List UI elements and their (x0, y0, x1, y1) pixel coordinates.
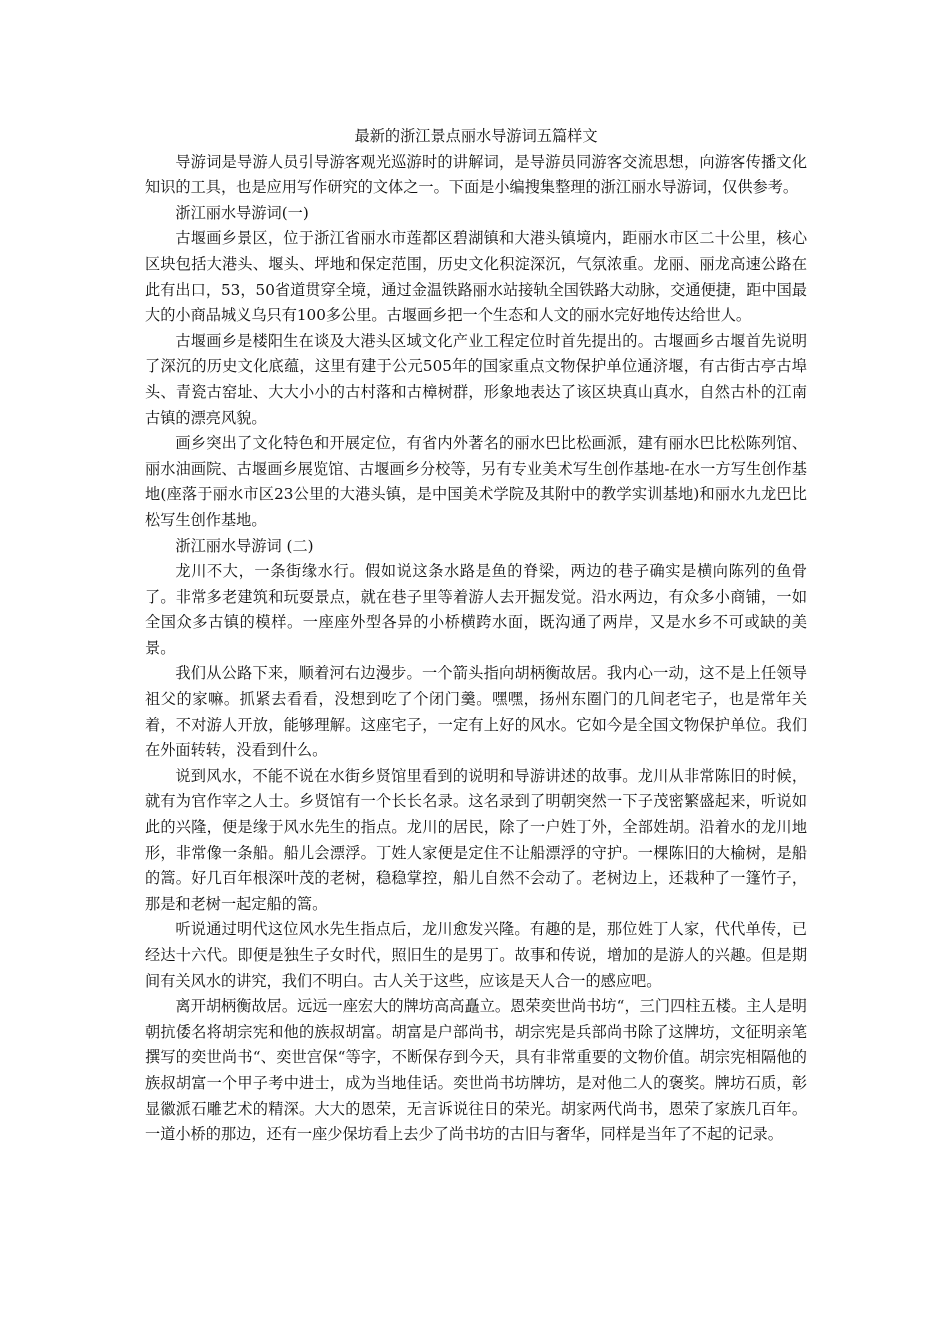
body-paragraph: 离开胡柄衡故居。远远一座宏大的牌坊高高矗立。恩荣奕世尚书坊“，三门四柱五楼。主人是明朝抗倭名将胡宗宪和他的族叔胡富。胡富是户部尚书，胡宗宪是兵部尚书除了这牌坊，文征明亲笔撰写的奕世尚书“、奕世宫保“等字，不断保存到今天，具有非常重要的文物价值。胡宗宪相隔他的族叔胡富一个甲子考中进士，成为当地佳话。奕世尚书坊牌坊，是对他二人的褒奖。牌坊石质，彰显徽派石雕艺术的精深。大大的恩荣，无言诉说往日的荣光。胡家两代尚书，恩荣了家族几百年。一道小桥的那边，还有一座少保坊看上去少了尚书坊的古旧与奢华，同样是当年了不起的记录。 (145, 997, 807, 1144)
document-title: 最新的浙江景点丽水导游词五篇样文 (354, 127, 598, 145)
document-page (145, 124, 807, 1148)
intro-paragraph: 导游词是导游人员引导游客观光巡游时的讲解词，是导游员同游客交流思想，向游客传播文化知识的工具，也是应用写作研究的文体之一。下面是小编搜集整理的浙江丽水导游词，仅供参考。 (145, 152, 807, 197)
body-paragraph: 说到风水，不能不说在水街乡贤馆里看到的说明和导游讲述的故事。龙川从非常陈旧的时候，就有为官作宰之人士。乡贤馆有一个长长名录。这名录到了明朝突然一下子茂密繁盛起来，听说如此的兴隆，便是缘于风水先生的指点。龙川的居民，除了一户姓丁外，全部姓胡。沿着水的龙川地形，非常像一条船。船儿会漂浮。丁姓人家便是定住不让船漂浮的守护。一棵陈旧的大榆树，是船的篙。好几百年根深叶茂的老树，稳稳掌控，船儿自然不会动了。老树边上，还栽种了一篷竹子，那是和老树一起定船的篙。 (145, 766, 807, 913)
section-heading: 浙江丽水导游词(一) (175, 203, 309, 222)
body-paragraph: 我们从公路下来，顺着河右边漫步。一个箭头指向胡柄衡故居。我内心一动，这不是上任领导祖父的家嘛。抓紧去看看，没想到吃了个闭门羹。嘿嘿，扬州东圈门的几间老宅子，也是常年关着，不对游人开放，能够理解。这座宅子，一定有上好的风水。它如今是全国文物保护单位。我们在外面转转，没看到什么。 (145, 664, 807, 760)
body-paragraph: 听说通过明代这位风水先生指点后，龙川愈发兴隆。有趣的是，那位姓丁人家，代代单传，已经达十六代。即便是独生子女时代，照旧生的是男丁。故事和传说，增加的是游人的兴趣。但是期间有关风水的讲究，我们不明白。古人关于这些，应该是天人合一的感应吧。 (145, 920, 807, 990)
section-heading: 浙江丽水导游词 (二) (175, 536, 314, 555)
body-paragraph: 画乡突出了文化特色和开展定位，有省内外著名的丽水巴比松画派，建有丽水巴比松陈列馆、丽水油画院、古堰画乡展览馆、古堰画乡分校等，另有专业美术写生创作基地-在水一方写生创作基地(座落于丽水市区23公里的大港头镇，是中国美术学院及其附中的教学实训基地)和丽水九龙巴比松写生创作基地。 (145, 434, 807, 529)
body-paragraph: 龙川不大，一条街缘水行。假如说这条水路是鱼的脊梁，两边的巷子确实是横向陈列的鱼骨了。非常多老建筑和玩耍景点，就在巷子里等着游人去开掘发觉。沿水两边，有众多小商铺，一如全国众多古镇的模样。一座座外型各异的小桥横跨水面，既沟通了两岸，又是水乡不可或缺的美景。 (145, 562, 807, 657)
body-paragraph: 古堰画乡是楼阳生在谈及大港头区域文化产业工程定位时首先提出的。古堰画乡古堰首先说明了深沉的历史文化底蕴，这里有建于公元505年的国家重点文物保护单位通济堰，有古街古亭古埠头、青瓷古窑址、大大小小的古村落和古樟树群，形象地表达了该区块真山真水，自然古朴的江南古镇的漂亮风貌。 (145, 331, 807, 427)
body-paragraph: 古堰画乡景区，位于浙江省丽水市莲都区碧湖镇和大港头镇境内，距丽水市区二十公里，核心区块包括大港头、堰头、坪地和保定范围，历史文化积淀深沉，气氛浓重。龙丽、丽龙高速公路在此有出口，53，50省道贯穿全境，通过金温铁路丽水站接轨全国铁路大动脉，交通便捷，距中国最大的小商品城义乌只有100多公里。古堰画乡把一个生态和人文的丽水完好地传达给世人。 (145, 229, 807, 325)
